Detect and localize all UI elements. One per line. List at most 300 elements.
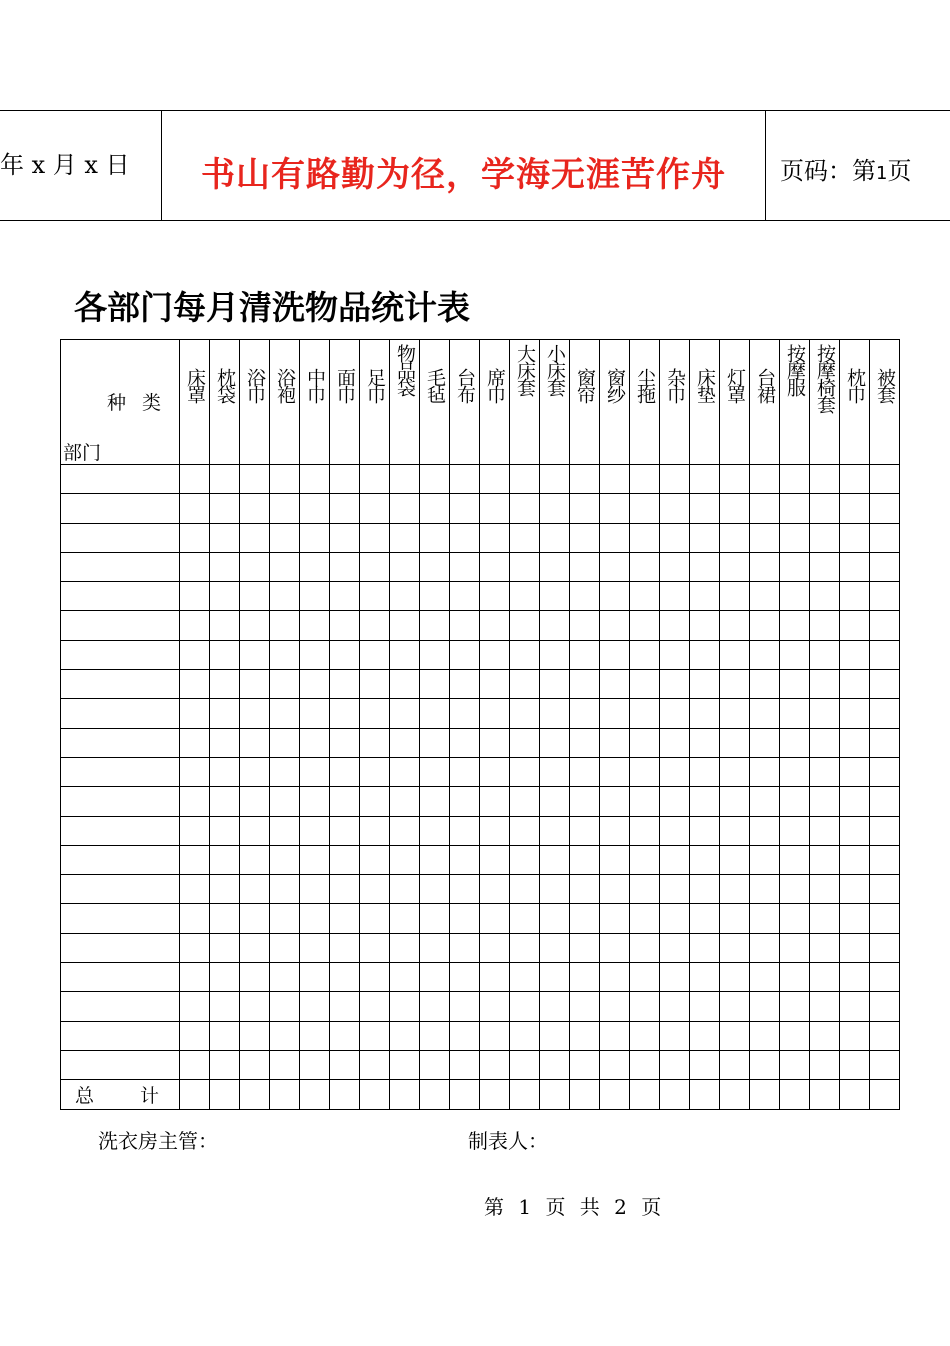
- quantity-cell[interactable]: [450, 611, 480, 640]
- quantity-cell[interactable]: [180, 875, 210, 904]
- quantity-cell[interactable]: [330, 611, 360, 640]
- quantity-cell[interactable]: [570, 582, 600, 611]
- quantity-cell[interactable]: [510, 494, 540, 523]
- quantity-cell[interactable]: [690, 963, 720, 992]
- quantity-cell[interactable]: [390, 816, 420, 845]
- quantity-cell[interactable]: [420, 963, 450, 992]
- quantity-cell[interactable]: [630, 494, 660, 523]
- quantity-cell[interactable]: [840, 904, 870, 933]
- quantity-cell[interactable]: [540, 523, 570, 552]
- quantity-cell[interactable]: [420, 465, 450, 494]
- quantity-cell[interactable]: [300, 640, 330, 669]
- quantity-cell[interactable]: [870, 992, 900, 1021]
- department-cell[interactable]: [61, 728, 180, 757]
- quantity-cell[interactable]: [480, 640, 510, 669]
- quantity-cell[interactable]: [480, 816, 510, 845]
- quantity-cell[interactable]: [420, 816, 450, 845]
- quantity-cell[interactable]: [660, 670, 690, 699]
- quantity-cell[interactable]: [210, 787, 240, 816]
- quantity-cell[interactable]: [780, 494, 810, 523]
- quantity-cell[interactable]: [750, 670, 780, 699]
- quantity-cell[interactable]: [780, 757, 810, 786]
- quantity-cell[interactable]: [240, 933, 270, 962]
- quantity-cell[interactable]: [240, 523, 270, 552]
- quantity-cell[interactable]: [300, 699, 330, 728]
- quantity-cell[interactable]: [660, 611, 690, 640]
- quantity-cell[interactable]: [450, 582, 480, 611]
- quantity-cell[interactable]: [840, 845, 870, 874]
- department-cell[interactable]: [61, 523, 180, 552]
- quantity-cell[interactable]: [360, 640, 390, 669]
- quantity-cell[interactable]: [840, 699, 870, 728]
- quantity-cell[interactable]: [720, 845, 750, 874]
- quantity-cell[interactable]: [750, 699, 780, 728]
- quantity-cell[interactable]: [480, 933, 510, 962]
- quantity-cell[interactable]: [840, 992, 870, 1021]
- quantity-cell[interactable]: [630, 728, 660, 757]
- quantity-cell[interactable]: [540, 494, 570, 523]
- quantity-cell[interactable]: [810, 728, 840, 757]
- quantity-cell[interactable]: [690, 1050, 720, 1079]
- quantity-cell[interactable]: [480, 992, 510, 1021]
- quantity-cell[interactable]: [720, 933, 750, 962]
- quantity-cell[interactable]: [270, 1021, 300, 1050]
- quantity-cell[interactable]: [330, 933, 360, 962]
- quantity-cell[interactable]: [690, 465, 720, 494]
- quantity-cell[interactable]: [630, 582, 660, 611]
- quantity-cell[interactable]: [210, 465, 240, 494]
- quantity-cell[interactable]: [240, 465, 270, 494]
- quantity-cell[interactable]: [840, 670, 870, 699]
- quantity-cell[interactable]: [810, 875, 840, 904]
- quantity-cell[interactable]: [240, 787, 270, 816]
- quantity-cell[interactable]: [630, 1050, 660, 1079]
- quantity-cell[interactable]: [630, 933, 660, 962]
- quantity-cell[interactable]: [420, 611, 450, 640]
- quantity-cell[interactable]: [210, 582, 240, 611]
- quantity-cell[interactable]: [810, 904, 840, 933]
- quantity-cell[interactable]: [840, 757, 870, 786]
- quantity-cell[interactable]: [750, 933, 780, 962]
- quantity-cell[interactable]: [270, 845, 300, 874]
- total-cell[interactable]: [690, 1080, 720, 1109]
- quantity-cell[interactable]: [540, 699, 570, 728]
- quantity-cell[interactable]: [330, 552, 360, 581]
- quantity-cell[interactable]: [810, 699, 840, 728]
- total-cell[interactable]: [600, 1080, 630, 1109]
- quantity-cell[interactable]: [870, 875, 900, 904]
- quantity-cell[interactable]: [240, 992, 270, 1021]
- total-cell[interactable]: [330, 1080, 360, 1109]
- quantity-cell[interactable]: [450, 699, 480, 728]
- quantity-cell[interactable]: [690, 933, 720, 962]
- quantity-cell[interactable]: [450, 992, 480, 1021]
- quantity-cell[interactable]: [510, 757, 540, 786]
- quantity-cell[interactable]: [780, 845, 810, 874]
- quantity-cell[interactable]: [780, 904, 810, 933]
- quantity-cell[interactable]: [180, 465, 210, 494]
- quantity-cell[interactable]: [210, 670, 240, 699]
- quantity-cell[interactable]: [570, 465, 600, 494]
- quantity-cell[interactable]: [300, 845, 330, 874]
- quantity-cell[interactable]: [660, 640, 690, 669]
- quantity-cell[interactable]: [630, 816, 660, 845]
- quantity-cell[interactable]: [720, 670, 750, 699]
- quantity-cell[interactable]: [420, 552, 450, 581]
- quantity-cell[interactable]: [630, 757, 660, 786]
- quantity-cell[interactable]: [390, 845, 420, 874]
- quantity-cell[interactable]: [780, 640, 810, 669]
- total-cell[interactable]: [450, 1080, 480, 1109]
- quantity-cell[interactable]: [810, 816, 840, 845]
- quantity-cell[interactable]: [840, 1050, 870, 1079]
- quantity-cell[interactable]: [780, 992, 810, 1021]
- quantity-cell[interactable]: [480, 465, 510, 494]
- quantity-cell[interactable]: [810, 992, 840, 1021]
- quantity-cell[interactable]: [750, 787, 780, 816]
- quantity-cell[interactable]: [300, 728, 330, 757]
- quantity-cell[interactable]: [570, 1021, 600, 1050]
- quantity-cell[interactable]: [870, 1050, 900, 1079]
- quantity-cell[interactable]: [180, 640, 210, 669]
- quantity-cell[interactable]: [570, 670, 600, 699]
- quantity-cell[interactable]: [780, 816, 810, 845]
- quantity-cell[interactable]: [690, 728, 720, 757]
- quantity-cell[interactable]: [720, 816, 750, 845]
- quantity-cell[interactable]: [750, 1050, 780, 1079]
- department-cell[interactable]: [61, 699, 180, 728]
- quantity-cell[interactable]: [300, 552, 330, 581]
- quantity-cell[interactable]: [480, 611, 510, 640]
- quantity-cell[interactable]: [780, 728, 810, 757]
- quantity-cell[interactable]: [180, 816, 210, 845]
- quantity-cell[interactable]: [660, 963, 690, 992]
- quantity-cell[interactable]: [780, 582, 810, 611]
- quantity-cell[interactable]: [750, 992, 780, 1021]
- quantity-cell[interactable]: [840, 523, 870, 552]
- quantity-cell[interactable]: [180, 787, 210, 816]
- quantity-cell[interactable]: [600, 875, 630, 904]
- quantity-cell[interactable]: [750, 963, 780, 992]
- quantity-cell[interactable]: [330, 582, 360, 611]
- quantity-cell[interactable]: [480, 582, 510, 611]
- quantity-cell[interactable]: [630, 963, 660, 992]
- quantity-cell[interactable]: [420, 582, 450, 611]
- department-cell[interactable]: [61, 933, 180, 962]
- quantity-cell[interactable]: [540, 757, 570, 786]
- quantity-cell[interactable]: [540, 787, 570, 816]
- quantity-cell[interactable]: [210, 728, 240, 757]
- quantity-cell[interactable]: [510, 875, 540, 904]
- quantity-cell[interactable]: [600, 494, 630, 523]
- quantity-cell[interactable]: [390, 552, 420, 581]
- quantity-cell[interactable]: [180, 992, 210, 1021]
- quantity-cell[interactable]: [330, 787, 360, 816]
- quantity-cell[interactable]: [570, 699, 600, 728]
- quantity-cell[interactable]: [810, 757, 840, 786]
- quantity-cell[interactable]: [300, 816, 330, 845]
- quantity-cell[interactable]: [780, 1021, 810, 1050]
- quantity-cell[interactable]: [210, 699, 240, 728]
- quantity-cell[interactable]: [780, 787, 810, 816]
- quantity-cell[interactable]: [810, 611, 840, 640]
- quantity-cell[interactable]: [600, 1050, 630, 1079]
- quantity-cell[interactable]: [210, 816, 240, 845]
- quantity-cell[interactable]: [720, 552, 750, 581]
- quantity-cell[interactable]: [750, 904, 780, 933]
- quantity-cell[interactable]: [270, 582, 300, 611]
- quantity-cell[interactable]: [480, 963, 510, 992]
- quantity-cell[interactable]: [270, 670, 300, 699]
- quantity-cell[interactable]: [390, 699, 420, 728]
- quantity-cell[interactable]: [870, 1021, 900, 1050]
- quantity-cell[interactable]: [690, 699, 720, 728]
- quantity-cell[interactable]: [810, 552, 840, 581]
- quantity-cell[interactable]: [180, 1050, 210, 1079]
- total-cell[interactable]: [180, 1080, 210, 1109]
- quantity-cell[interactable]: [810, 963, 840, 992]
- quantity-cell[interactable]: [390, 640, 420, 669]
- quantity-cell[interactable]: [330, 1050, 360, 1079]
- quantity-cell[interactable]: [570, 611, 600, 640]
- quantity-cell[interactable]: [330, 670, 360, 699]
- quantity-cell[interactable]: [480, 757, 510, 786]
- quantity-cell[interactable]: [600, 845, 630, 874]
- quantity-cell[interactable]: [210, 845, 240, 874]
- quantity-cell[interactable]: [240, 757, 270, 786]
- total-cell[interactable]: [270, 1080, 300, 1109]
- quantity-cell[interactable]: [660, 757, 690, 786]
- quantity-cell[interactable]: [870, 845, 900, 874]
- quantity-cell[interactable]: [420, 728, 450, 757]
- quantity-cell[interactable]: [240, 611, 270, 640]
- quantity-cell[interactable]: [240, 670, 270, 699]
- quantity-cell[interactable]: [180, 523, 210, 552]
- quantity-cell[interactable]: [600, 611, 630, 640]
- quantity-cell[interactable]: [450, 523, 480, 552]
- quantity-cell[interactable]: [630, 465, 660, 494]
- quantity-cell[interactable]: [690, 787, 720, 816]
- quantity-cell[interactable]: [390, 933, 420, 962]
- quantity-cell[interactable]: [420, 933, 450, 962]
- quantity-cell[interactable]: [360, 582, 390, 611]
- quantity-cell[interactable]: [570, 933, 600, 962]
- quantity-cell[interactable]: [210, 757, 240, 786]
- quantity-cell[interactable]: [540, 552, 570, 581]
- quantity-cell[interactable]: [600, 816, 630, 845]
- quantity-cell[interactable]: [300, 992, 330, 1021]
- quantity-cell[interactable]: [480, 845, 510, 874]
- quantity-cell[interactable]: [660, 523, 690, 552]
- quantity-cell[interactable]: [210, 904, 240, 933]
- quantity-cell[interactable]: [450, 670, 480, 699]
- quantity-cell[interactable]: [360, 670, 390, 699]
- quantity-cell[interactable]: [780, 1050, 810, 1079]
- quantity-cell[interactable]: [240, 494, 270, 523]
- department-cell[interactable]: [61, 845, 180, 874]
- quantity-cell[interactable]: [300, 787, 330, 816]
- department-cell[interactable]: [61, 552, 180, 581]
- total-cell[interactable]: [720, 1080, 750, 1109]
- quantity-cell[interactable]: [840, 728, 870, 757]
- quantity-cell[interactable]: [360, 875, 390, 904]
- department-cell[interactable]: [61, 670, 180, 699]
- quantity-cell[interactable]: [570, 523, 600, 552]
- quantity-cell[interactable]: [660, 1050, 690, 1079]
- total-cell[interactable]: [360, 1080, 390, 1109]
- quantity-cell[interactable]: [360, 1021, 390, 1050]
- quantity-cell[interactable]: [780, 933, 810, 962]
- quantity-cell[interactable]: [840, 640, 870, 669]
- total-cell[interactable]: [660, 1080, 690, 1109]
- quantity-cell[interactable]: [630, 1021, 660, 1050]
- quantity-cell[interactable]: [240, 699, 270, 728]
- quantity-cell[interactable]: [660, 875, 690, 904]
- quantity-cell[interactable]: [240, 816, 270, 845]
- quantity-cell[interactable]: [480, 523, 510, 552]
- quantity-cell[interactable]: [600, 728, 630, 757]
- quantity-cell[interactable]: [210, 552, 240, 581]
- quantity-cell[interactable]: [570, 992, 600, 1021]
- quantity-cell[interactable]: [480, 1050, 510, 1079]
- total-cell[interactable]: [810, 1080, 840, 1109]
- quantity-cell[interactable]: [750, 582, 780, 611]
- department-cell[interactable]: [61, 640, 180, 669]
- quantity-cell[interactable]: [750, 845, 780, 874]
- quantity-cell[interactable]: [840, 875, 870, 904]
- quantity-cell[interactable]: [180, 552, 210, 581]
- department-cell[interactable]: [61, 757, 180, 786]
- quantity-cell[interactable]: [840, 933, 870, 962]
- quantity-cell[interactable]: [750, 552, 780, 581]
- quantity-cell[interactable]: [810, 845, 840, 874]
- quantity-cell[interactable]: [480, 670, 510, 699]
- quantity-cell[interactable]: [600, 757, 630, 786]
- quantity-cell[interactable]: [600, 1021, 630, 1050]
- quantity-cell[interactable]: [330, 465, 360, 494]
- quantity-cell[interactable]: [300, 582, 330, 611]
- quantity-cell[interactable]: [810, 933, 840, 962]
- quantity-cell[interactable]: [870, 670, 900, 699]
- quantity-cell[interactable]: [360, 963, 390, 992]
- quantity-cell[interactable]: [810, 494, 840, 523]
- quantity-cell[interactable]: [750, 494, 780, 523]
- quantity-cell[interactable]: [870, 523, 900, 552]
- department-cell[interactable]: [61, 1021, 180, 1050]
- quantity-cell[interactable]: [360, 523, 390, 552]
- quantity-cell[interactable]: [540, 582, 570, 611]
- quantity-cell[interactable]: [240, 904, 270, 933]
- total-cell[interactable]: [240, 1080, 270, 1109]
- total-cell[interactable]: [870, 1080, 900, 1109]
- quantity-cell[interactable]: [660, 816, 690, 845]
- quantity-cell[interactable]: [690, 552, 720, 581]
- quantity-cell[interactable]: [270, 787, 300, 816]
- quantity-cell[interactable]: [300, 1021, 330, 1050]
- quantity-cell[interactable]: [180, 670, 210, 699]
- total-cell[interactable]: [780, 1080, 810, 1109]
- quantity-cell[interactable]: [300, 494, 330, 523]
- quantity-cell[interactable]: [360, 845, 390, 874]
- quantity-cell[interactable]: [450, 787, 480, 816]
- quantity-cell[interactable]: [330, 523, 360, 552]
- quantity-cell[interactable]: [660, 699, 690, 728]
- quantity-cell[interactable]: [630, 845, 660, 874]
- quantity-cell[interactable]: [360, 757, 390, 786]
- quantity-cell[interactable]: [750, 465, 780, 494]
- quantity-cell[interactable]: [420, 992, 450, 1021]
- quantity-cell[interactable]: [420, 875, 450, 904]
- quantity-cell[interactable]: [300, 757, 330, 786]
- quantity-cell[interactable]: [690, 875, 720, 904]
- quantity-cell[interactable]: [480, 1021, 510, 1050]
- quantity-cell[interactable]: [270, 816, 300, 845]
- quantity-cell[interactable]: [690, 670, 720, 699]
- quantity-cell[interactable]: [240, 875, 270, 904]
- total-cell[interactable]: [750, 1080, 780, 1109]
- quantity-cell[interactable]: [600, 670, 630, 699]
- quantity-cell[interactable]: [510, 699, 540, 728]
- quantity-cell[interactable]: [270, 552, 300, 581]
- quantity-cell[interactable]: [450, 875, 480, 904]
- quantity-cell[interactable]: [480, 552, 510, 581]
- quantity-cell[interactable]: [450, 963, 480, 992]
- total-cell[interactable]: [420, 1080, 450, 1109]
- quantity-cell[interactable]: [600, 933, 630, 962]
- quantity-cell[interactable]: [210, 992, 240, 1021]
- quantity-cell[interactable]: [630, 552, 660, 581]
- quantity-cell[interactable]: [840, 963, 870, 992]
- quantity-cell[interactable]: [540, 992, 570, 1021]
- quantity-cell[interactable]: [270, 933, 300, 962]
- quantity-cell[interactable]: [870, 494, 900, 523]
- quantity-cell[interactable]: [870, 933, 900, 962]
- quantity-cell[interactable]: [660, 904, 690, 933]
- quantity-cell[interactable]: [180, 611, 210, 640]
- quantity-cell[interactable]: [390, 611, 420, 640]
- quantity-cell[interactable]: [270, 757, 300, 786]
- quantity-cell[interactable]: [300, 465, 330, 494]
- quantity-cell[interactable]: [570, 816, 600, 845]
- quantity-cell[interactable]: [540, 963, 570, 992]
- quantity-cell[interactable]: [330, 640, 360, 669]
- quantity-cell[interactable]: [360, 465, 390, 494]
- quantity-cell[interactable]: [360, 611, 390, 640]
- quantity-cell[interactable]: [180, 845, 210, 874]
- quantity-cell[interactable]: [330, 875, 360, 904]
- quantity-cell[interactable]: [720, 992, 750, 1021]
- quantity-cell[interactable]: [360, 787, 390, 816]
- quantity-cell[interactable]: [720, 963, 750, 992]
- total-cell[interactable]: [390, 1080, 420, 1109]
- quantity-cell[interactable]: [780, 670, 810, 699]
- quantity-cell[interactable]: [540, 875, 570, 904]
- total-cell[interactable]: [210, 1080, 240, 1109]
- quantity-cell[interactable]: [810, 1050, 840, 1079]
- quantity-cell[interactable]: [510, 670, 540, 699]
- quantity-cell[interactable]: [180, 699, 210, 728]
- quantity-cell[interactable]: [690, 816, 720, 845]
- quantity-cell[interactable]: [180, 757, 210, 786]
- quantity-cell[interactable]: [660, 465, 690, 494]
- quantity-cell[interactable]: [450, 933, 480, 962]
- department-cell[interactable]: [61, 1050, 180, 1079]
- total-cell[interactable]: [630, 1080, 660, 1109]
- quantity-cell[interactable]: [360, 552, 390, 581]
- quantity-cell[interactable]: [360, 699, 390, 728]
- quantity-cell[interactable]: [870, 611, 900, 640]
- quantity-cell[interactable]: [330, 1021, 360, 1050]
